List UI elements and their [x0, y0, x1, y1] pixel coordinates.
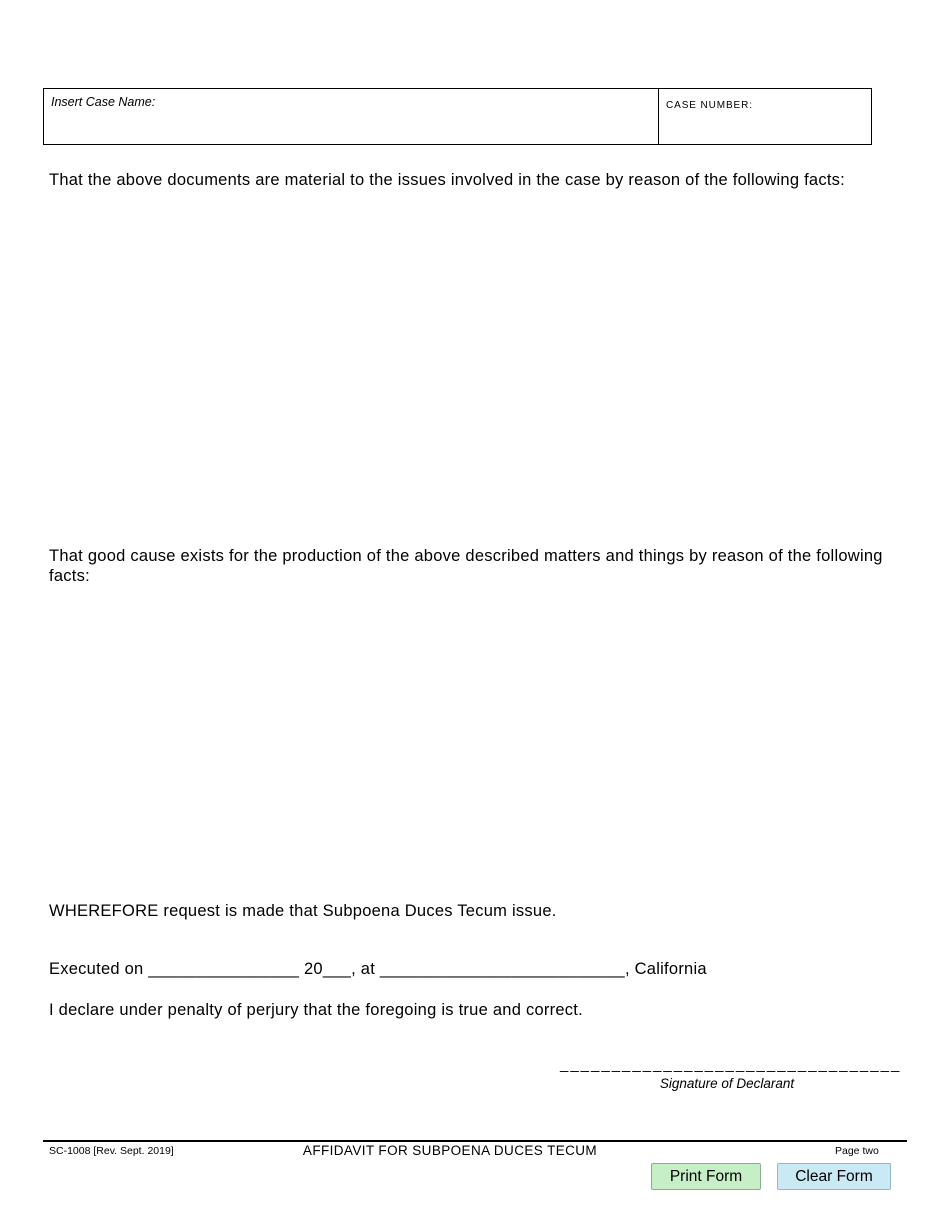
page-label: Page two — [835, 1145, 879, 1157]
signature-label: Signature of Declarant — [659, 1076, 795, 1091]
case-name-label: Insert Case Name: — [51, 95, 156, 109]
case-number-field[interactable] — [658, 89, 871, 144]
case-number-label: CASE NUMBER: — [666, 100, 753, 111]
form-title: AFFIDAVIT FOR SUBPOENA DUCES TECUM — [302, 1143, 598, 1158]
signature-block — [560, 1056, 902, 1091]
form-number: SC-1008 [Rev. Sept. 2019] — [49, 1145, 174, 1157]
good-cause-paragraph: That good cause exists for the production of the above described matters and things by reason of the following facts: — [49, 547, 883, 585]
case-name-field[interactable] — [44, 89, 658, 144]
footer-divider — [43, 1140, 907, 1142]
signature-line: _________________________________ — [560, 1056, 902, 1073]
perjury-declaration-line: I declare under penalty of perjury that the foregoing is true and correct. — [49, 1001, 583, 1019]
print-form-button[interactable]: Print Form — [651, 1163, 761, 1190]
wherefore-line: WHEREFORE request is made that Subpoena Duces Tecum issue. — [49, 902, 557, 920]
case-header-box — [43, 88, 872, 145]
materiality-paragraph: That the above documents are material to the issues involved in the case by reason of the following facts: — [49, 171, 846, 189]
clear-form-button[interactable]: Clear Form — [777, 1163, 891, 1190]
executed-line: Executed on ________________ 20___, at __________________________, California — [49, 960, 707, 978]
